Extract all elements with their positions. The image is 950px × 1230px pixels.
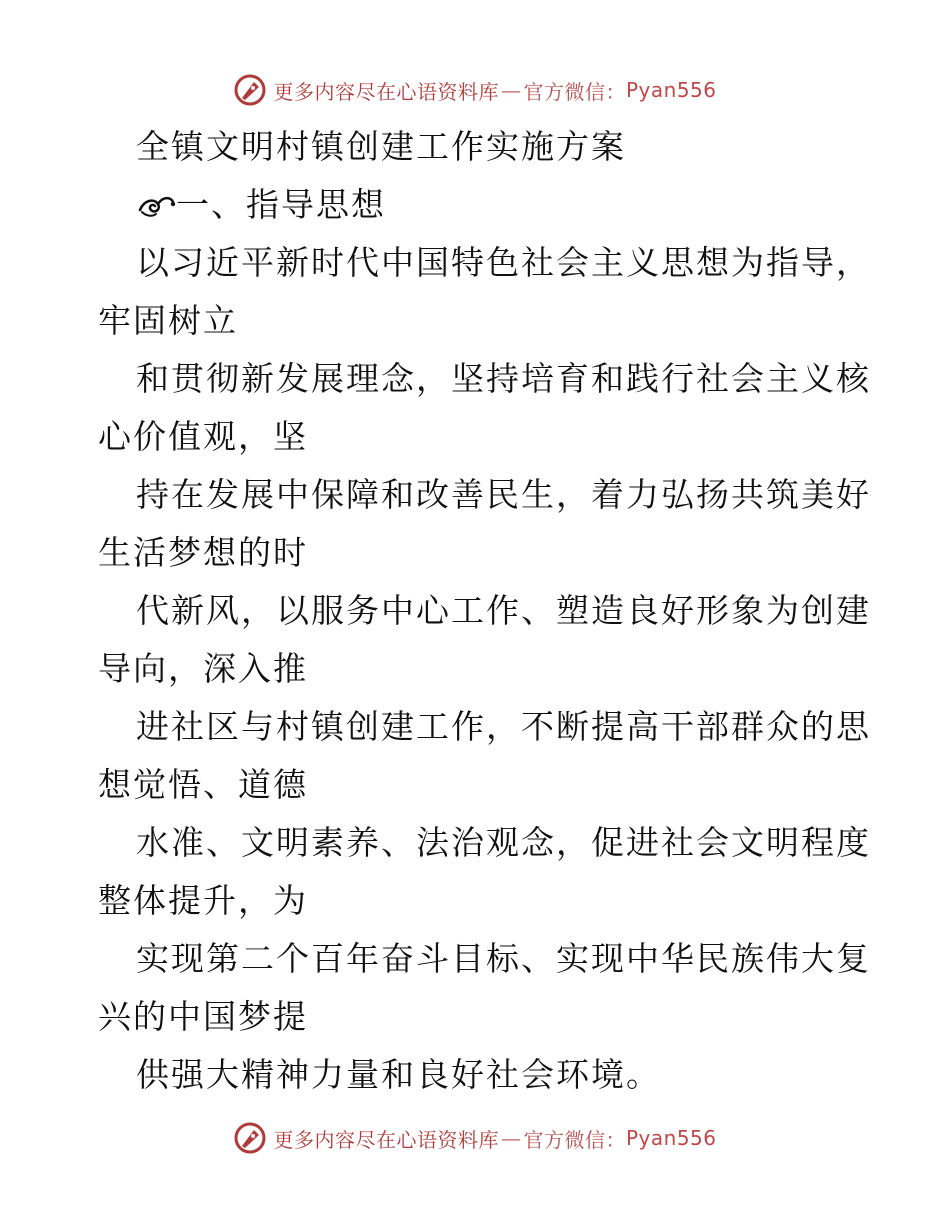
body-line: 整体提升，为	[98, 881, 308, 920]
watermark-site-name: 更多内容尽在心语资料库	[273, 1127, 499, 1152]
watermark-label: 官方微信：	[523, 1127, 626, 1152]
watermark-dash: —	[500, 1126, 522, 1150]
document-body	[98, 118, 871, 1104]
body-line: 导向，深入推	[98, 649, 308, 688]
watermark-site-name: 更多内容尽在心语资料库	[273, 79, 499, 104]
watermark-dash: —	[500, 78, 522, 102]
fleuron-icon	[136, 190, 176, 220]
section-heading	[98, 176, 858, 234]
body-line: 生活梦想的时	[98, 533, 308, 572]
body-line: 进社区与村镇创建工作，不断提高干部群众的思	[136, 707, 871, 746]
watermark-label: 官方微信：	[523, 79, 626, 104]
body-line: 兴的中国梦提	[98, 997, 308, 1036]
body-paragraph	[98, 234, 871, 1104]
body-line: 代新风，以服务中心工作、塑造良好形象为创建	[136, 591, 871, 630]
body-line: 持在发展中保障和改善民生，着力弘扬共筑美好	[136, 475, 871, 514]
watermark-wechat-id: Pyan556	[625, 78, 717, 102]
header-watermark	[0, 70, 950, 110]
body-line: 实现第二个百年奋斗目标、实现中华民族伟大复	[136, 939, 871, 978]
section-heading-text: 一、指导思想	[176, 185, 386, 224]
body-line: 心价值观，坚	[98, 417, 308, 456]
body-line: 以习近平新时代中国特色社会主义思想为指导，	[136, 243, 871, 282]
body-line: 牢固树立	[98, 301, 238, 340]
watermark-wechat-id: Pyan556	[625, 1126, 717, 1150]
body-line: 和贯彻新发展理念，坚持培育和践行社会主义核	[136, 359, 871, 398]
pen-nib-logo-icon	[233, 73, 267, 107]
document-title: 全镇文明村镇创建工作实施方案	[136, 127, 626, 166]
pen-nib-logo-icon	[233, 1121, 267, 1155]
body-line: 想觉悟、道德	[98, 765, 308, 804]
body-line: 供强大精神力量和良好社会环境。	[136, 1055, 661, 1094]
body-line: 水准、文明素养、法治观念，促进社会文明程度	[136, 823, 871, 862]
footer-watermark	[0, 1118, 950, 1158]
